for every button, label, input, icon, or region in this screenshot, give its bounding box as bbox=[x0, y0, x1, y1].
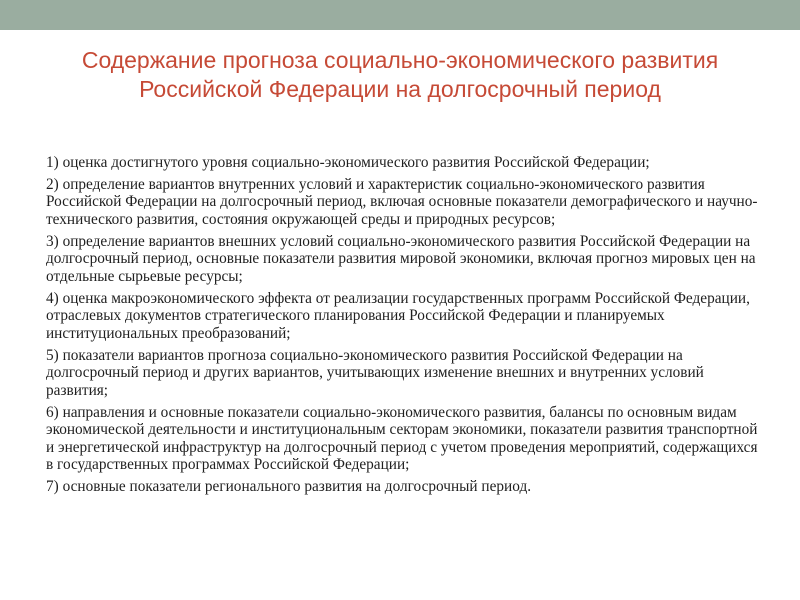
content-list bbox=[46, 154, 762, 500]
list-item: 3) определение вариантов внешних условий социально-экономического развития Российской Федерации на долгосрочный период, основные показатели развития мировой экономики, включая прогноз мировых цен на отдельные сырьевые ресурсы; bbox=[46, 232, 756, 285]
top-accent-bar bbox=[0, 0, 800, 30]
list-item: 2) определение вариантов внутренних условий и характеристик социально-экономического развития Российской Федерации на долгосрочный период, включая основные показатели демографического и научно-технического развития, состояния окружающей среды и природных ресурсов; bbox=[46, 175, 758, 228]
list-item: 4) оценка макроэкономического эффекта от реализации государственных программ Российской Федерации, отраслевых документов стратегического планирования Российской Федерации и планируемых институциональных преобразований; bbox=[46, 289, 750, 342]
list-item: 7) основные показатели регионального развития на долгосрочный период. bbox=[46, 478, 532, 496]
list-item: 1) оценка достигнутого уровня социально-экономического развития Российской Федерации; bbox=[46, 154, 650, 171]
slide-title: Содержание прогноза социально-экономического развития Российской Федерации на долгосрочный период bbox=[81, 47, 719, 102]
list-item: 5) показатели вариантов прогноза социально-экономического развития Российской Федерации на долгосрочный период и других вариантов, учитывающих изменение внешних и внутренних условий развития; bbox=[46, 346, 704, 399]
list-item: 6) направления и основные показатели социально-экономического развития, балансы по основным видам экономической деятельности и институциональным секторам экономики, показатели развития транспортной и энергетической инфраструктур на долгосрочный период с учетом проведения мероприятий, содержащихся в государственных программах Российской Федерации; bbox=[46, 403, 758, 474]
